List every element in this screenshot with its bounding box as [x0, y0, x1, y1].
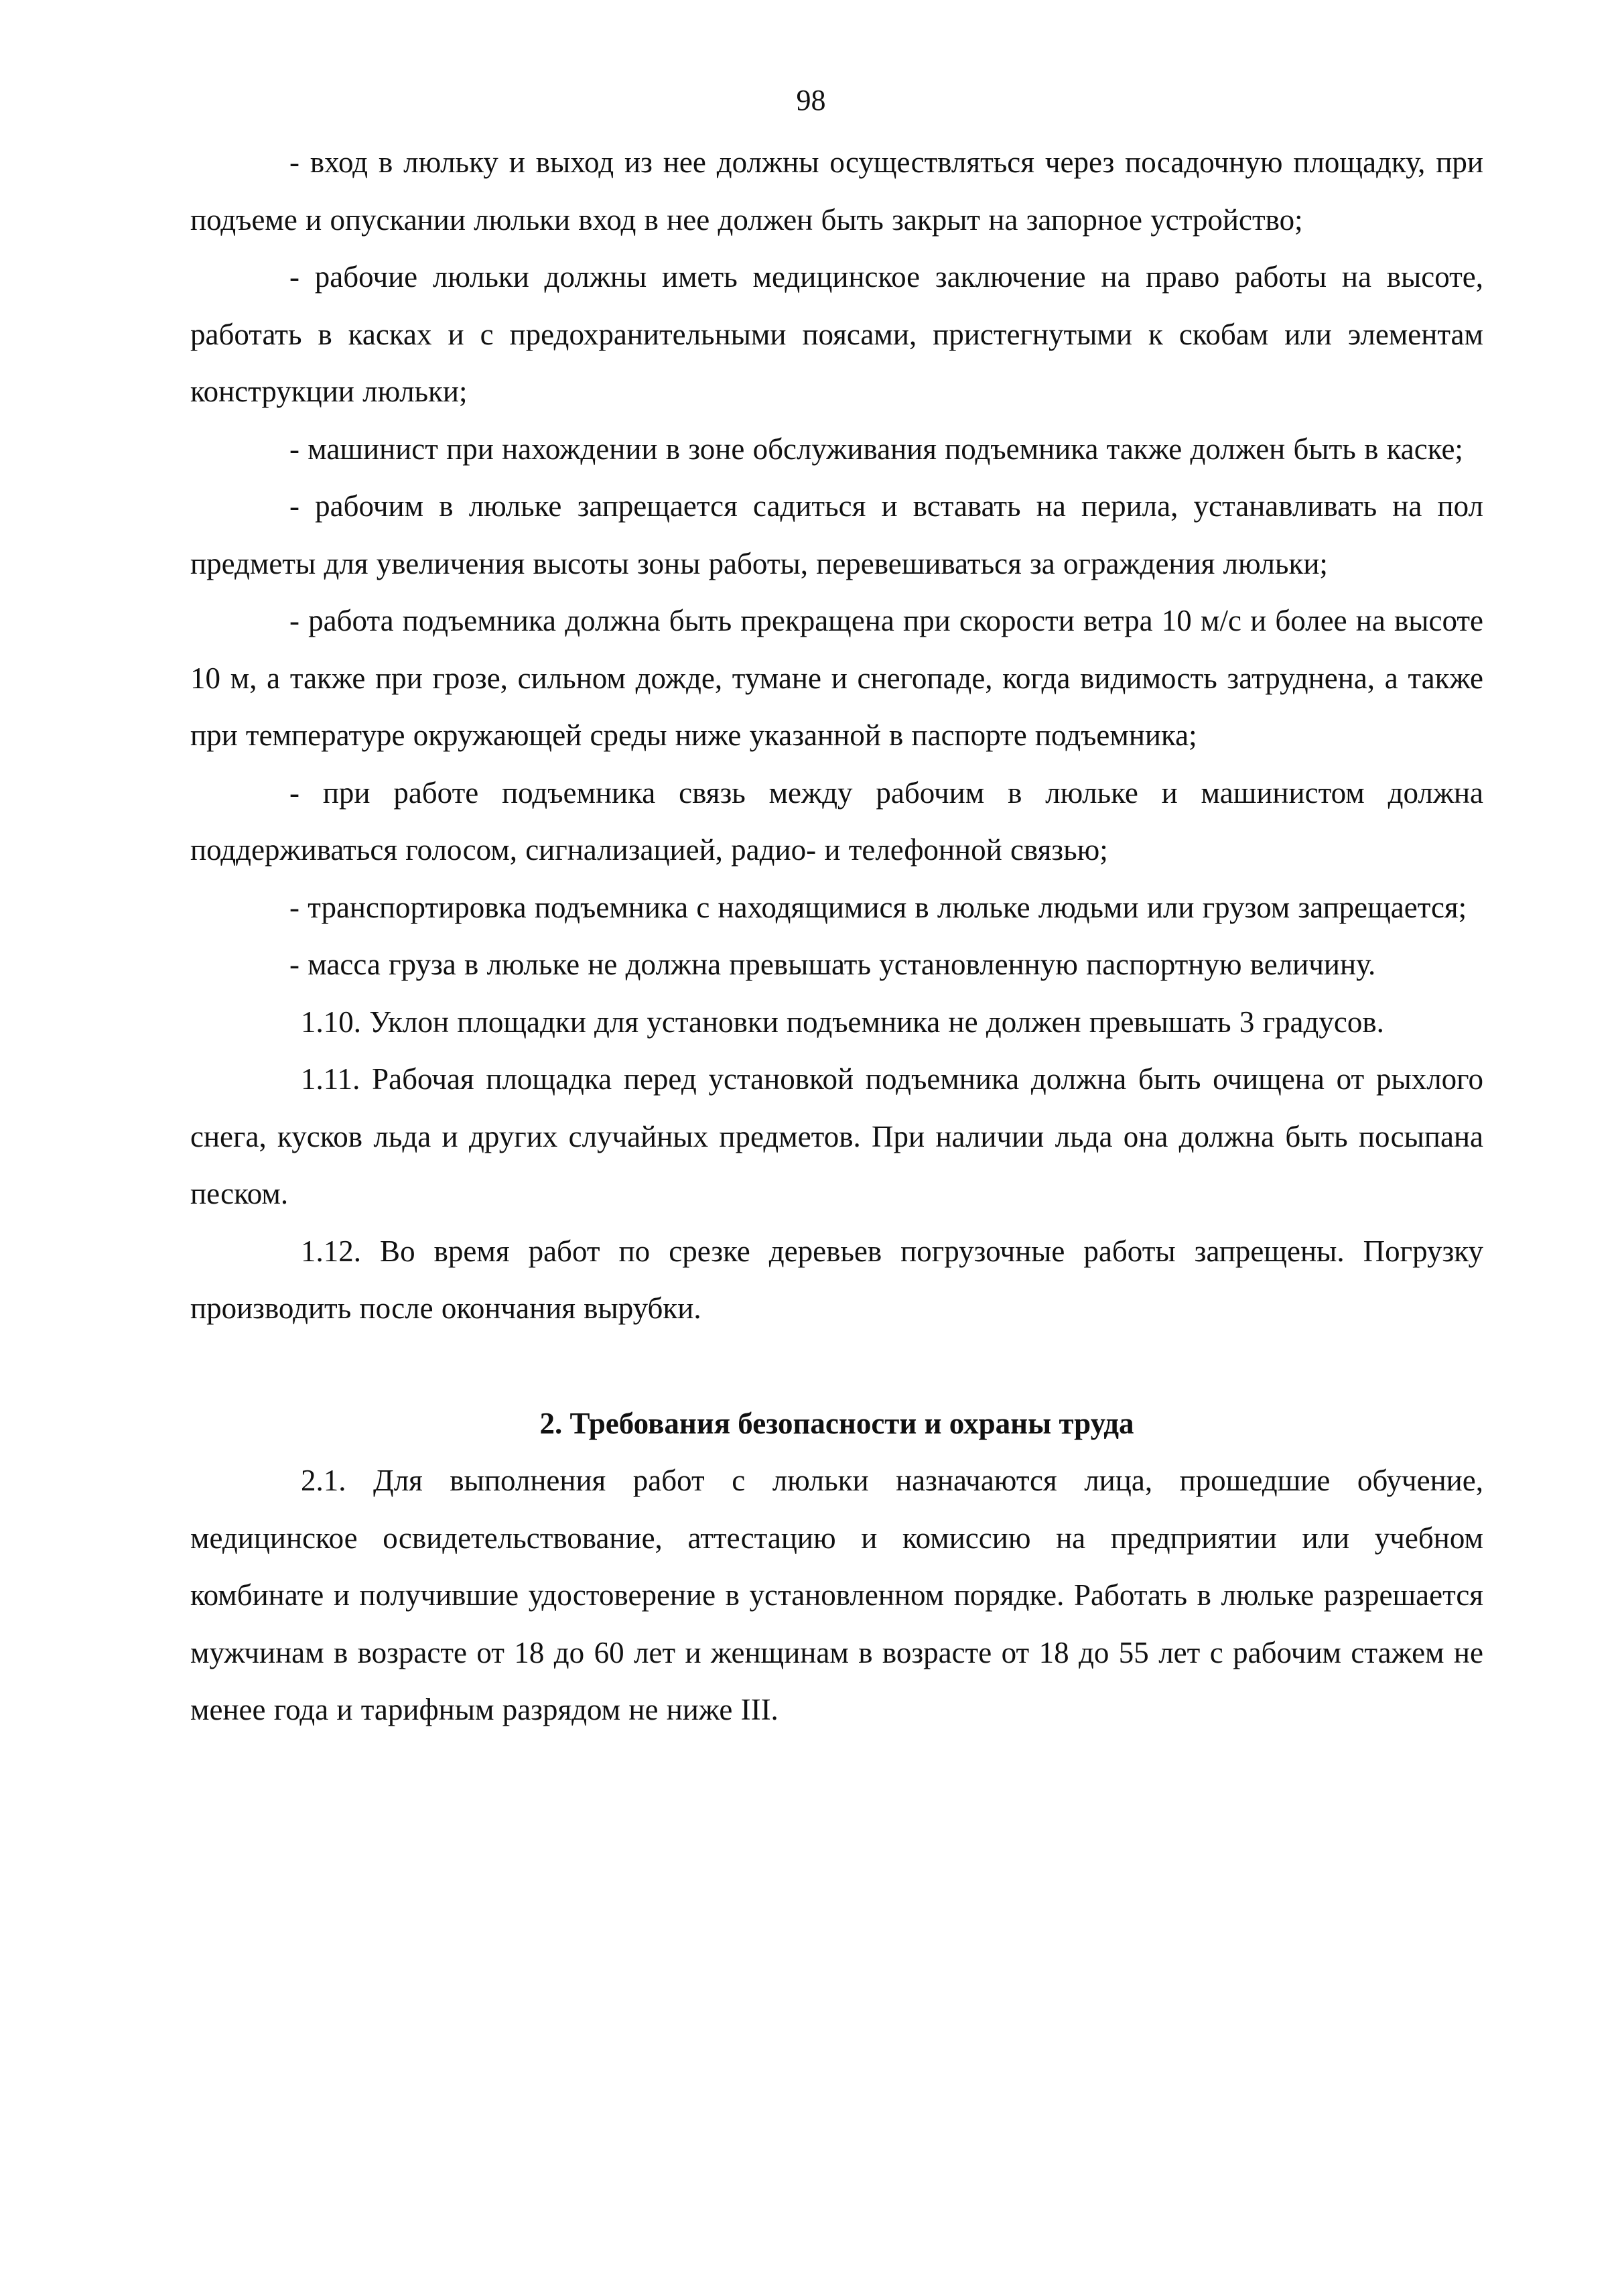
paragraph-communication: - при работе подъемника связь между рабочим в люльке и машинистом должна поддерживаться голосом, сигнализацией, радио- и телефонной связью; — [190, 775, 1483, 867]
paragraph-workers-requirements: - рабочие люльки должны иметь медицинское заключение на право работы на высоте, работать в касках и с предохранительными поясами, пристегнутыми к скобам или элементам конструкции люльки; — [190, 260, 1483, 408]
paragraph-transport-prohibition: - транспортировка подъемника с находящимися в люльке людьми или грузом запрещается; — [289, 890, 1467, 924]
paragraph-1-10: 1.10. Уклон площадки для установки подъемника не должен превышать 3 градусов. — [301, 1005, 1384, 1039]
document-body — [190, 134, 1483, 1739]
section-heading: 2. Требования безопасности и охраны труда — [539, 1406, 1134, 1440]
page-number: 98 — [796, 84, 826, 117]
paragraph-1-11: 1.11. Рабочая площадка перед установкой подъемника должна быть очищена от рыхлого снега, кусков льда и других случайных предметов. При наличии льда она должна быть посыпана песком. — [190, 1062, 1483, 1210]
paragraph-1-12: 1.12. Во время работ по срезке деревьев погрузочные работы запрещены. Погрузку производить после окончания вырубки. — [190, 1234, 1483, 1325]
paragraph-operator-helmet: - машинист при нахождении в зоне обслуживания подъемника также должен быть в каске; — [289, 432, 1463, 466]
paragraph-weather-conditions: - работа подъемника должна быть прекращена при скорости ветра 10 м/с и более на высоте 10 м, а также при грозе, сильном дожде, тумане и снегопаде, когда видимость затруднена, а также при температуре окружающей среды ниже указанной в паспорте подъемника; — [190, 604, 1483, 752]
paragraph-2-1: 2.1. Для выполнения работ с люльки назначаются лица, прошедшие обучение, медицинское освидетельствование, аттестацию и комиссию на предприятии или учебном комбинате и получившие удостоверение в установленном порядке. Работать в люльке разрешается мужчинам в возрасте от 18 до 60 лет и женщинам в возрасте от 18 до 55 лет с рабочим стажем не менее года и тарифным разрядом не ниже III. — [190, 1464, 1483, 1726]
paragraph-entrance-exit: - вход в люльку и выход из нее должны осуществляться через посадочную площадку, при подъеме и опускании люльки вход в нее должен быть закрыт на запорное устройство; — [190, 145, 1483, 237]
paragraph-load-mass: - масса груза в люльке не должна превышать установленную паспортную величину. — [289, 948, 1376, 981]
paragraph-railing-prohibition: - рабочим в люльке запрещается садиться и вставать на перила, устанавливать на пол предметы для увеличения высоты зоны работы, перевешиваться за ограждения люльки; — [190, 489, 1483, 580]
